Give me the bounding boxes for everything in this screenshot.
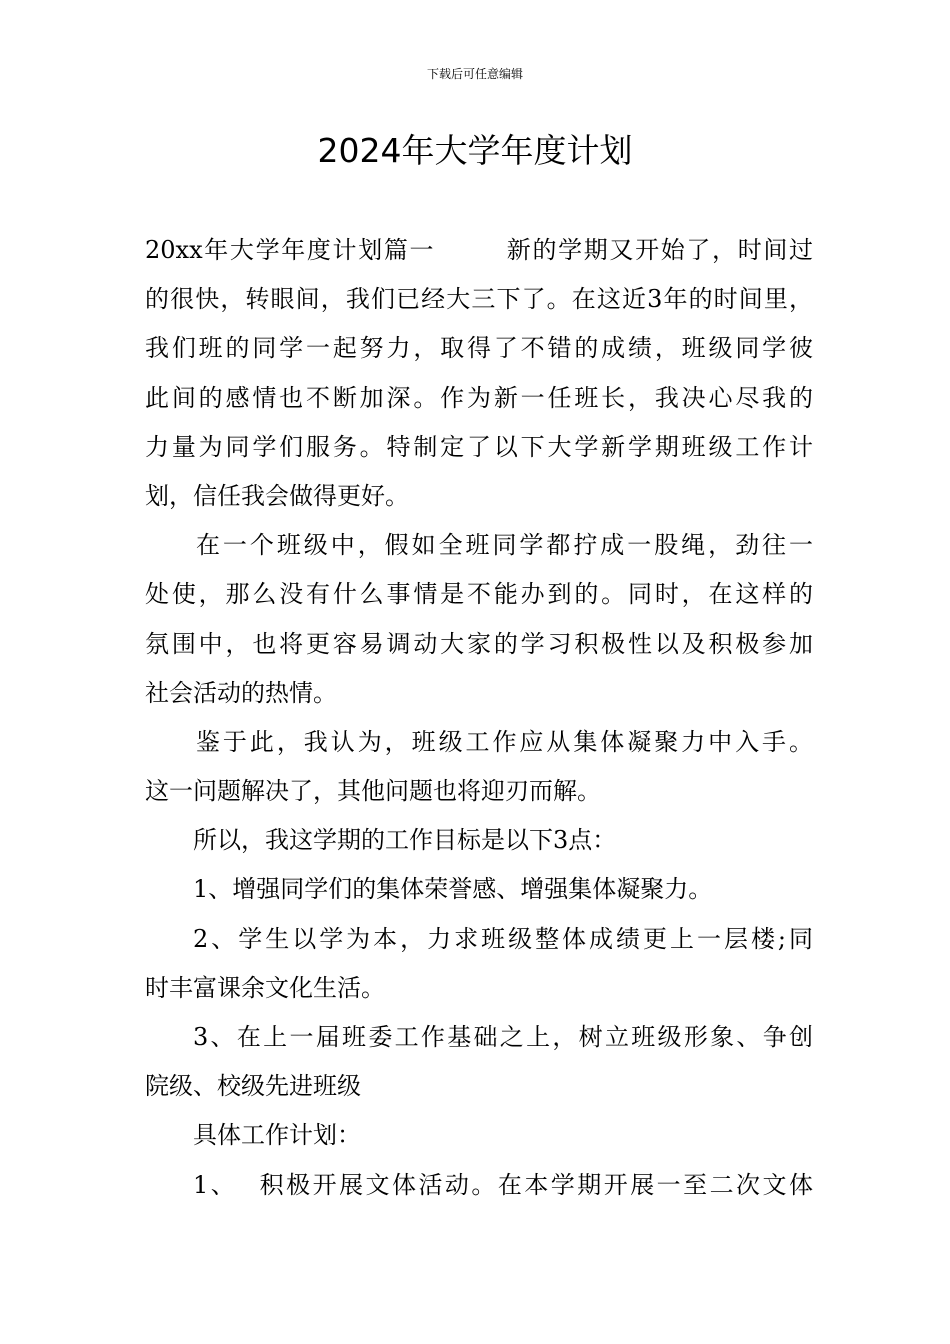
list-item-text: 积极开展文体活动。在本学期开展一至二次文体 <box>257 1170 813 1199</box>
list-item-number: 1、 <box>193 1170 238 1199</box>
list-item-text: 2、学生以学为本，力求班级整体成绩更上一层楼;同 <box>193 924 813 953</box>
section-heading: 20xx年大学年度计划篇一 <box>145 236 436 264</box>
paragraph-line: 处使，那么没有什么事情是不能办到的。同时，在这样的 <box>145 580 813 609</box>
list-item <box>145 915 813 964</box>
paragraph-line <box>145 718 813 767</box>
paragraph-text: 在一个班级中，假如全班同学都拧成一股绳，劲往一 <box>193 531 813 560</box>
document-body <box>145 226 813 1210</box>
paragraph-text: 所以，我这学期的工作目标是以下3点： <box>193 826 617 855</box>
subsection-heading <box>145 1111 813 1160</box>
list-item <box>145 1013 813 1062</box>
paragraph-line: 此间的感情也不断加深。作为新一任班长，我决心尽我的 <box>145 383 813 412</box>
paragraph-line: 的很快，转眼间，我们已经大三下了。在这近3年的时间里， <box>145 285 813 314</box>
paragraph-text: 鉴于此，我认为，班级工作应从集体凝聚力中入手。 <box>193 727 813 756</box>
paragraph-line: 划，信任我会做得更好。 <box>145 481 409 510</box>
paragraph-line <box>145 226 813 275</box>
document-title: 2024年大学年度计划 <box>317 131 633 170</box>
list-item-text: 3、在上一届班委工作基础之上，树立班级形象、争创 <box>193 1023 813 1051</box>
paragraph-line: 院级、校级先进班级 <box>145 1072 361 1101</box>
paragraph-line: 力量为同学们服务。特制定了以下大学新学期班级工作计 <box>145 432 813 461</box>
paragraph-line <box>145 521 813 570</box>
list-item <box>145 1161 813 1210</box>
paragraph-line: 我们班的同学一起努力，取得了不错的成绩，班级同学彼 <box>145 334 813 363</box>
subsection-heading-text: 具体工作计划： <box>193 1121 361 1150</box>
paragraph-line: 这一问题解决了，其他问题也将迎刃而解。 <box>145 777 601 806</box>
list-item-text: 1、增强同学们的集体荣誉感、增强集体凝聚力。 <box>193 875 713 904</box>
paragraph-line: 时丰富课余文化生活。 <box>145 973 385 1002</box>
list-item <box>145 865 813 914</box>
paragraph-line: 社会活动的热情。 <box>145 678 337 707</box>
paragraph-line: 氛围中，也将更容易调动大家的学习积极性以及积极参加 <box>145 629 813 658</box>
paragraph-text: 新的学期又开始了，时间过 <box>505 236 814 264</box>
header-note: 下载后可任意编辑 <box>426 67 523 81</box>
paragraph-line <box>145 816 813 865</box>
